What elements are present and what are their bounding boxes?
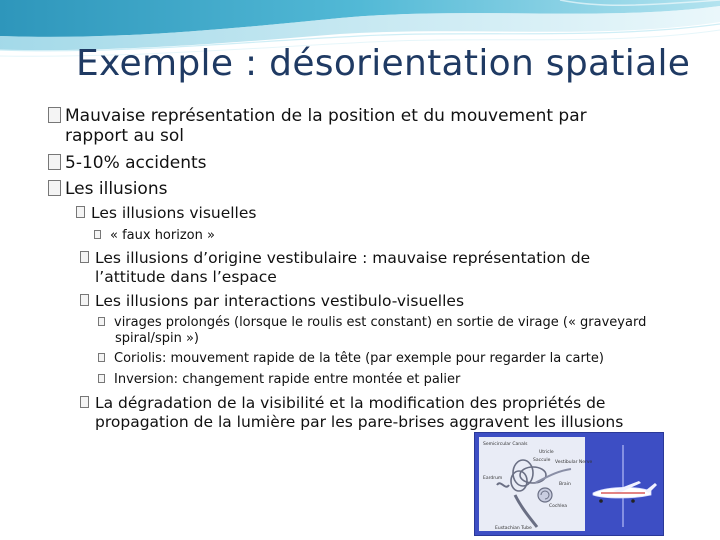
figure-label: Vestibular Nerve <box>555 460 593 465</box>
bullet-text: « faux horizon » <box>110 228 215 243</box>
bullet-text: Les illusions visuelles <box>91 204 257 222</box>
bullet-text: Coriolis: mouvement rapide de la tête (par exemple pour regarder la carte) <box>114 351 604 366</box>
bullet-text-continuation: propagation de la lumière par les pare-brises aggravent les illusions <box>95 413 624 431</box>
wheel-shape <box>599 499 603 503</box>
sub-bullet-item <box>80 292 464 311</box>
bullet-text-continuation: rapport au sol <box>65 126 185 146</box>
figure-label: Utricle <box>539 450 554 455</box>
bullet-marker-icon <box>48 180 61 196</box>
bullet-text: Les illusions d’origine vestibulaire : mauvaise représentation de <box>95 249 591 267</box>
figure-label: Cochlea <box>549 504 567 509</box>
bullet-marker-icon <box>48 154 61 170</box>
bullet-marker-icon <box>80 294 89 306</box>
sub-sub-bullet-item <box>98 351 604 367</box>
bullet-marker-icon <box>98 374 105 383</box>
bullet-marker-icon <box>98 353 105 362</box>
bullet-marker-icon <box>98 317 105 326</box>
wheel-shape <box>631 499 635 503</box>
bullet-text: Les illusions par interactions vestibulo-visuelles <box>95 292 465 310</box>
sub-bullet-item <box>80 394 605 413</box>
bullet-marker-icon <box>94 230 101 239</box>
figure-label: Eustachian Tube <box>495 526 532 531</box>
bullet-text: Mauvaise représentation de la position et du mouvement par <box>65 106 587 126</box>
bullet-text: Inversion: changement rapide entre montée et palier <box>114 372 461 387</box>
bullet-text-continuation: l’attitude dans l’espace <box>95 268 277 286</box>
bullet-marker-icon <box>48 107 61 123</box>
inner-ear-aircraft-figure <box>474 432 664 536</box>
bullet-item <box>48 153 207 173</box>
bullet-text: La dégradation de la visibilité et la modification des propriétés de <box>95 394 606 412</box>
bullet-text: Les illusions <box>65 179 168 199</box>
bullet-marker-icon <box>76 206 85 218</box>
bullet-marker-icon <box>80 251 89 263</box>
bullet-text: virages prolongés (lorsque le roulis est constant) en sortie de virage (« graveyard <box>114 315 647 330</box>
sub-sub-bullet-item <box>98 315 646 331</box>
sub-sub-bullet-item <box>94 228 215 244</box>
sub-bullet-item <box>76 204 256 223</box>
aircraft-icon <box>593 445 657 527</box>
figure-label: Semicircular Canals <box>483 442 528 447</box>
figure-label: Saccule <box>533 458 551 463</box>
sub-bullet-item <box>80 249 590 268</box>
bullet-item <box>48 106 587 126</box>
bullet-marker-icon <box>80 396 89 408</box>
sub-sub-bullet-item <box>98 372 460 388</box>
figure-label: Brain <box>559 482 571 487</box>
bullet-text: 5-10% accidents <box>65 153 207 173</box>
figure-label: Eardrum <box>483 476 503 481</box>
cochlea-shape <box>538 488 552 502</box>
inner-ear-illustration <box>475 433 663 535</box>
slide-title: Exemple : désorientation spatiale <box>76 43 691 84</box>
bullet-item <box>48 179 167 199</box>
bullet-text-continuation: spiral/spin ») <box>115 331 199 346</box>
